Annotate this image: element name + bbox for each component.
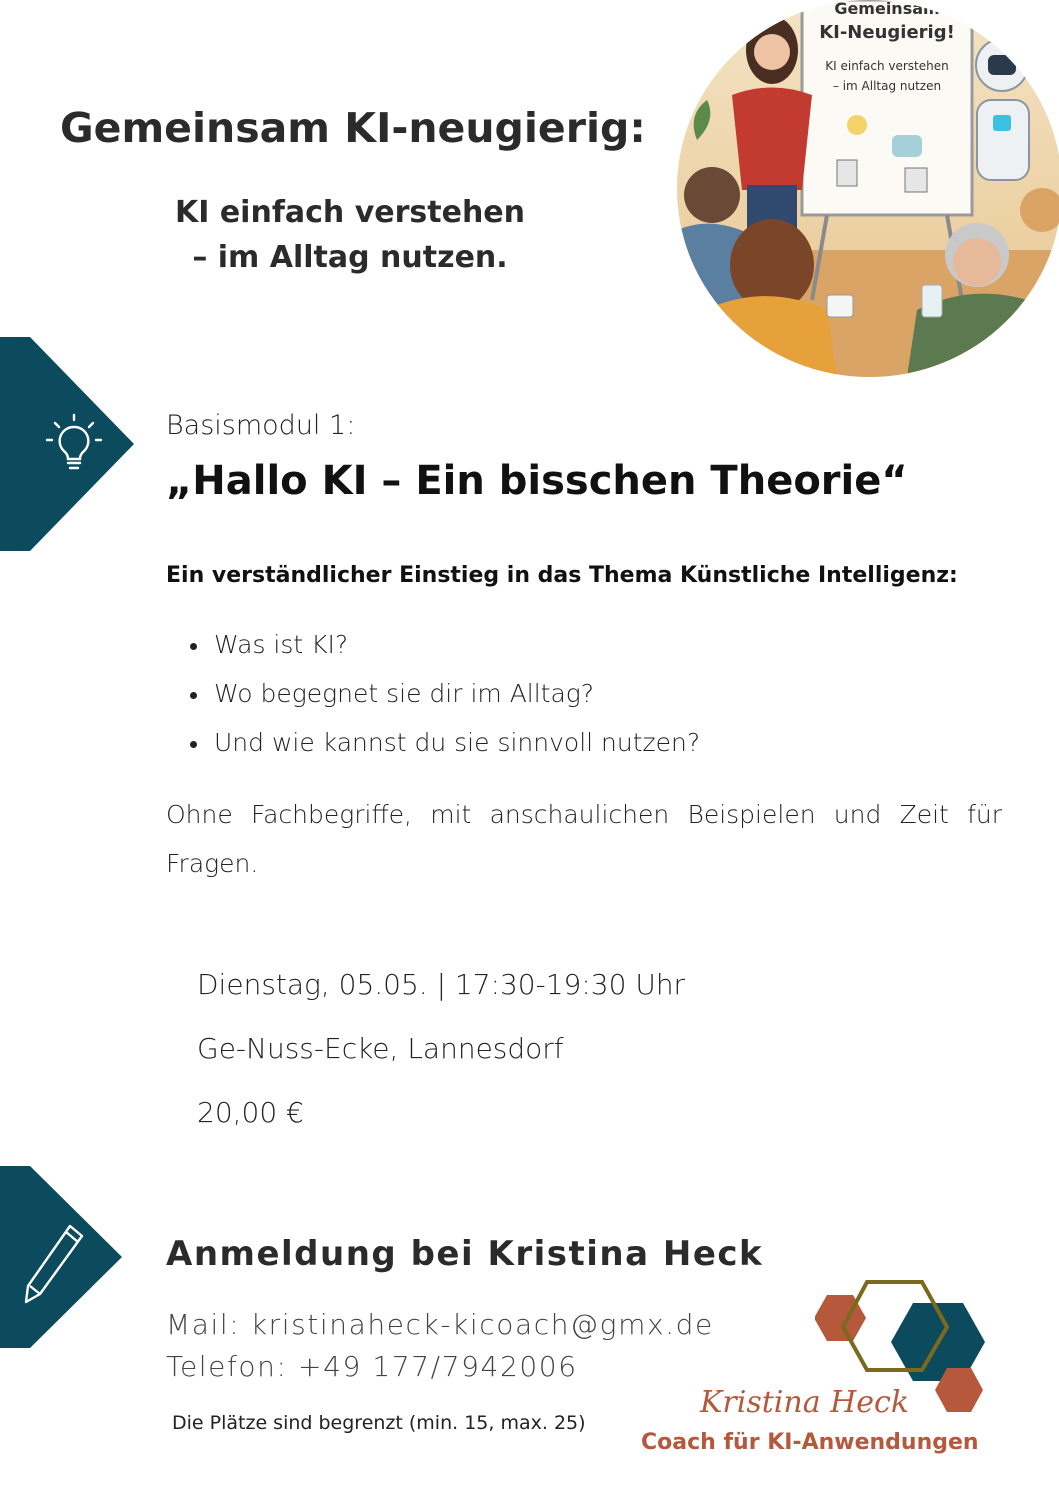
module-description: Ohne Fachbegriffe, mit anschaulichen Beispielen und Zeit für Fragen. (166, 800, 1002, 878)
capacity-note: Die Plätze sind begrenzt (min. 15, max. 25) (172, 1412, 586, 1434)
contact-mail[interactable]: Mail: kristinaheck-kicoach@gmx.de (166, 1308, 714, 1341)
event-price: 20,00 € (197, 1096, 304, 1129)
subtitle-line-1: KI einfach verstehen (174, 195, 526, 230)
lightbulb-icon (43, 413, 105, 475)
list-item: Und wie kannst du sie sinnvoll nutzen? (190, 722, 700, 771)
event-location: Ge-Nuss-Ecke, Lannesdorf (197, 1032, 564, 1065)
registration-marker (0, 1166, 134, 1348)
event-datetime: Dienstag, 05.05. | 17:30-19:30 Uhr (197, 968, 686, 1001)
board-title-2: KI-Neugierig! (819, 22, 955, 43)
subtitle-line-2: – im Alltag nutzen. (192, 240, 508, 275)
topic-list (190, 624, 700, 771)
hero-illustration (677, 0, 1059, 377)
pencil-icon (22, 1222, 86, 1306)
contact-phone[interactable]: Telefon: +49 177/7942006 (166, 1350, 578, 1383)
module-intro: Ein verständlicher Einstieg in das Thema Künstliche Intelligenz: (166, 563, 958, 588)
board-text-2: – im Alltag nutzen (832, 79, 942, 93)
module-title: „Hallo KI – Ein bisschen Theorie“ (166, 458, 908, 504)
page-subtitle (140, 190, 560, 280)
module-marker (0, 337, 134, 551)
module-label: Basismodul 1: (166, 410, 356, 441)
board-text-1: KI einfach verstehen (825, 59, 949, 73)
registration-heading: Anmeldung bei Kristina Heck (166, 1234, 764, 1274)
brand-tagline: Coach für KI-Anwendungen (641, 1430, 979, 1455)
list-item: Was ist KI? (190, 624, 700, 673)
page-title: Gemeinsam KI-neugierig: (60, 104, 646, 152)
list-item: Wo begegnet sie dir im Alltag? (190, 673, 700, 722)
brand-signature: Kristina Heck (700, 1385, 910, 1420)
board-title-1: Gemeinsam (834, 0, 940, 18)
